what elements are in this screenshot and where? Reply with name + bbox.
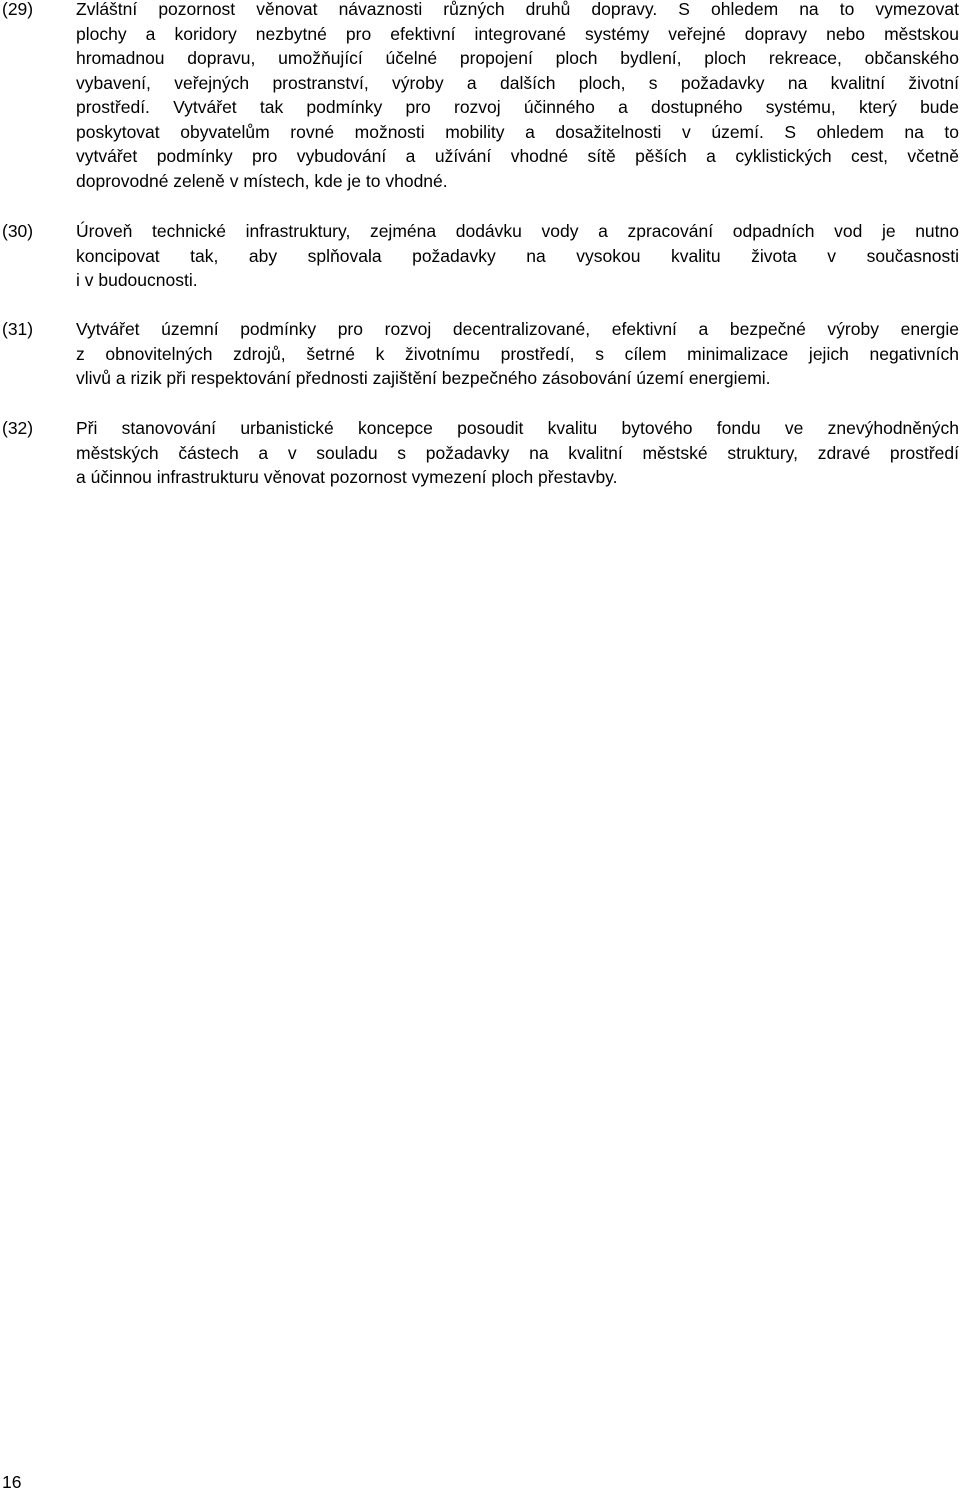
text-line: vytvářet podmínky pro vybudování a užívání vhodné sítě pěších a cyklistických cest, včetně xyxy=(76,146,959,166)
text-line: Úroveň technické infrastruktury, zejména dodávku vody a zpracování odpadních vod je nutno xyxy=(76,221,959,241)
text-line: Při stanovování urbanistické koncepce posoudit kvalitu bytového fondu ve znevýhodněných xyxy=(76,418,959,438)
paragraph-text xyxy=(76,317,959,391)
text-line: prostředí. Vytvářet tak podmínky pro rozvoj účinného a dostupného systému, který bude xyxy=(76,97,959,117)
text-line: i v budoucnosti. xyxy=(76,270,198,290)
paragraph-text xyxy=(76,0,959,193)
paragraph-text xyxy=(76,416,959,490)
page-number: 16 xyxy=(2,1472,22,1492)
text-line: hromadnou dopravu, umožňující účelné propojení ploch bydlení, ploch rekreace, občanského xyxy=(76,48,959,68)
paragraph-number: (31) xyxy=(2,319,34,339)
paragraph-number: (30) xyxy=(2,221,34,241)
text-line: Zvláštní pozornost věnovat návaznosti různých druhů dopravy. S ohledem na to vymezovat xyxy=(76,0,959,19)
paragraph-number: (29) xyxy=(2,0,34,19)
text-line: a účinnou infrastrukturu věnovat pozornost vymezení ploch přestavby. xyxy=(76,467,618,487)
text-line: koncipovat tak, aby splňovala požadavky na vysokou kvalitu života v současnosti xyxy=(76,245,959,266)
paragraph-text xyxy=(76,219,959,293)
text-line: poskytovat obyvatelům rovné možnosti mobility a dosažitelnosti v území. S ohledem na to xyxy=(76,121,959,142)
text-line: Vytvářet územní podmínky pro rozvoj decentralizované, efektivní a bezpečné výroby energie xyxy=(76,319,959,339)
text-line: z obnovitelných zdrojů, šetrné k životnímu prostředí, s cílem minimalizace jejich negativních xyxy=(76,343,959,364)
paragraph-number: (32) xyxy=(2,418,34,438)
text-line: městských částech a v souladu s požadavky na kvalitní městské struktury, zdravé prostředí xyxy=(76,442,959,463)
text-line: doprovodné zeleně v místech, kde je to vhodné. xyxy=(76,170,448,191)
text-line: plochy a koridory nezbytné pro efektivní integrované systémy veřejné dopravy nebo městskou xyxy=(76,23,959,44)
text-line: vybavení, veřejných prostranství, výroby a dalších ploch, s požadavky na kvalitní životní xyxy=(76,72,959,93)
text-line: vlivů a rizik při respektování přednosti zajištění bezpečného zásobování území energiemi. xyxy=(76,368,771,388)
